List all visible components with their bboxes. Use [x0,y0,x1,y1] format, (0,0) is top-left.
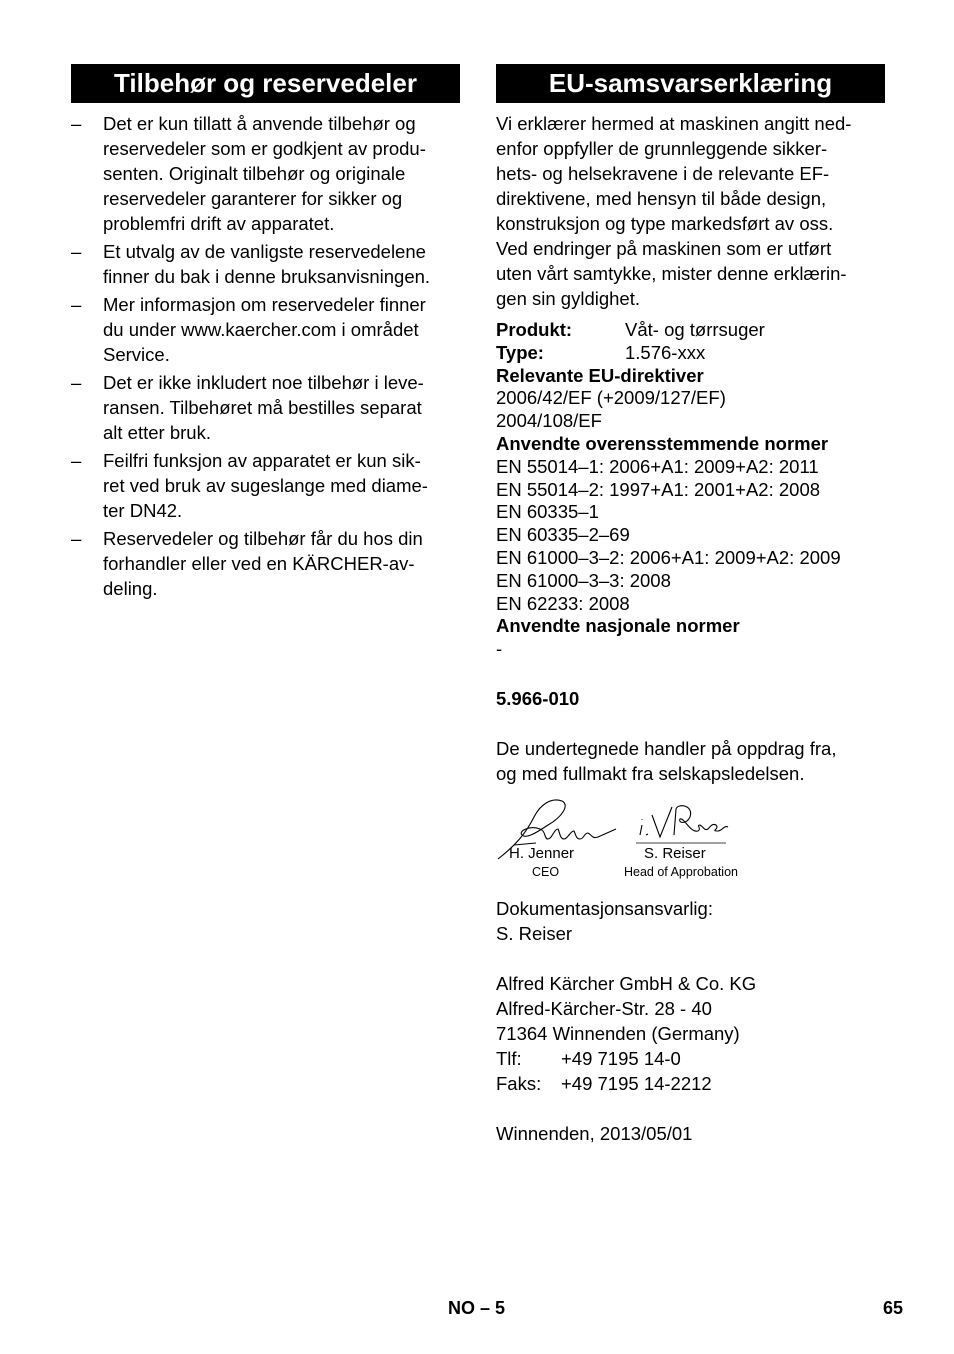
directive-item: 2004/108/EF [496,410,602,432]
company-line: Alfred Kärcher GmbH & Co. KG [496,973,757,994]
list-item [71,370,463,445]
list-item-line: ret ved bruk av sugeslange med diame- [103,475,428,496]
type-label: Type: [496,341,544,363]
dash-bullet: – [71,372,82,393]
accessories-list [71,111,463,604]
signing-line: De undertegnede handler på oppdrag fra, [496,738,837,759]
norm-item: EN 62233: 2008 [496,592,630,614]
national-norms-heading: Anvendte nasjonale normer [496,615,740,637]
signer-name: S. Reiser [644,845,706,862]
intro-line: hets- og helsekravene i de relevante EF- [496,163,830,184]
list-item-line: reservedeler som er godkjent av produ- [103,138,426,159]
list-item-line: Det er ikke inkludert noe tilbehør i leve- [103,372,424,393]
doc-responsible [496,896,896,946]
dash-bullet: – [71,528,82,549]
doc-responsible-name: S. Reiser [496,923,573,944]
list-item-line: senten. Originalt tilbehør og originale [103,163,406,184]
footer-page-number: 65 [883,1298,904,1318]
list-item-line: ransen. Tilbehøret må bestilles separat [103,397,422,418]
list-item-line: Reservedeler og tilbehør får du hos din [103,528,423,549]
declaration-specs [496,319,896,661]
list-item-line: forhandler eller ved en KÄRCHER-av- [103,553,415,574]
list-item-line: alt etter bruk. [103,422,211,443]
intro-line: uten vårt samtykke, mister denne erklærin- [496,263,847,284]
signing-line: og med fullmakt fra selskapsledelsen. [496,763,805,784]
phone-value: +49 7195 14-0 [561,1048,681,1069]
list-item [71,292,463,367]
document-number: 5.966-010 [496,688,580,709]
company-line: 71364 Winnenden (Germany) [496,1023,740,1044]
list-item-line: Det er kun tillatt å anvende tilbehør og [103,113,416,134]
signer-name: H. Jenner [509,845,575,862]
list-item-line: finner du bak i denne bruksanvisningen. [103,266,431,287]
phone-label: Tlf: [496,1048,522,1069]
section-heading-accessories: Tilbehør og reservedeler [71,64,460,103]
list-item-line: deling. [103,578,158,599]
list-item-line: Feilfri funksjon av apparatet er kun sik- [103,450,421,471]
section-heading-eu-declaration: EU-samsvarserklæring [496,64,885,103]
dash-bullet: – [71,450,82,471]
intro-line: Vi erklærer hermed at maskinen angitt ned- [496,113,852,134]
intro-line: direktivene, med hensyn til både design, [496,188,827,209]
list-item-line: du under www.kaercher.com i området [103,319,419,340]
intro-line: enfor oppfyller de grunnleggende sikker- [496,138,828,159]
dash-bullet: – [71,294,82,315]
signer-role: Head of Approbation [624,865,738,879]
list-item-line: ter DN42. [103,500,183,521]
national-norms-value: - [496,638,503,660]
place-date: Winnenden, 2013/05/01 [496,1123,693,1144]
intro-line: Ved endringer på maskinen som er utført [496,238,832,259]
directive-item: 2006/42/EF (+2009/127/EF) [496,387,726,409]
list-item-line: Service. [103,344,170,365]
norm-item: EN 55014–1: 2006+A1: 2009+A2: 2011 [496,455,819,477]
dash-bullet: – [71,113,82,134]
type-row [496,342,896,365]
norms-heading: Anvendte overensstemmende normer [496,432,829,454]
norm-item: EN 60335–1 [496,501,599,523]
fax-label: Faks: [496,1073,542,1094]
directives-heading: Relevante EU-direktiver [496,364,704,386]
list-item [71,448,463,523]
fax-value: +49 7195 14-2212 [561,1073,712,1094]
signer-role: CEO [532,865,560,879]
fax-row [496,1071,896,1096]
list-item-line: Et utvalg av de vanligste reservedelene [103,241,426,262]
product-label: Produkt: [496,319,573,340]
list-item [71,239,463,289]
list-item [71,526,463,601]
company-line: Alfred-Kärcher-Str. 28 - 40 [496,998,712,1019]
company-address [496,971,896,1096]
type-value: 1.576-xxx [625,341,706,363]
norm-item: EN 61000–3–2: 2006+A1: 2009+A2: 2009 [496,546,841,568]
signing-statement [496,736,896,786]
norm-item: EN 61000–3–3: 2008 [496,569,671,591]
norm-item: EN 60335–2–69 [496,524,630,546]
intro-line: gen sin gyldighet. [496,288,640,309]
signature-block [496,795,776,885]
list-item-line: problemfri drift av apparatet. [103,213,335,234]
dash-bullet: – [71,241,82,262]
product-value: Våt- og tørrsuger [625,319,765,340]
product-row [496,319,896,342]
list-item [71,111,463,236]
declaration-intro [496,111,896,311]
phone-row [496,1046,896,1071]
list-item-line: reservedeler garanterer for sikker og [103,188,403,209]
doc-responsible-label: Dokumentasjonsansvarlig: [496,898,713,919]
footer-language-page: NO – 5 [448,1298,506,1318]
norm-item: EN 55014–2: 1997+A1: 2001+A2: 2008 [496,478,821,500]
list-item-line: Mer informasjon om reservedeler finner [103,294,426,315]
intro-line: konstruksjon og type markedsført av oss. [496,213,834,234]
